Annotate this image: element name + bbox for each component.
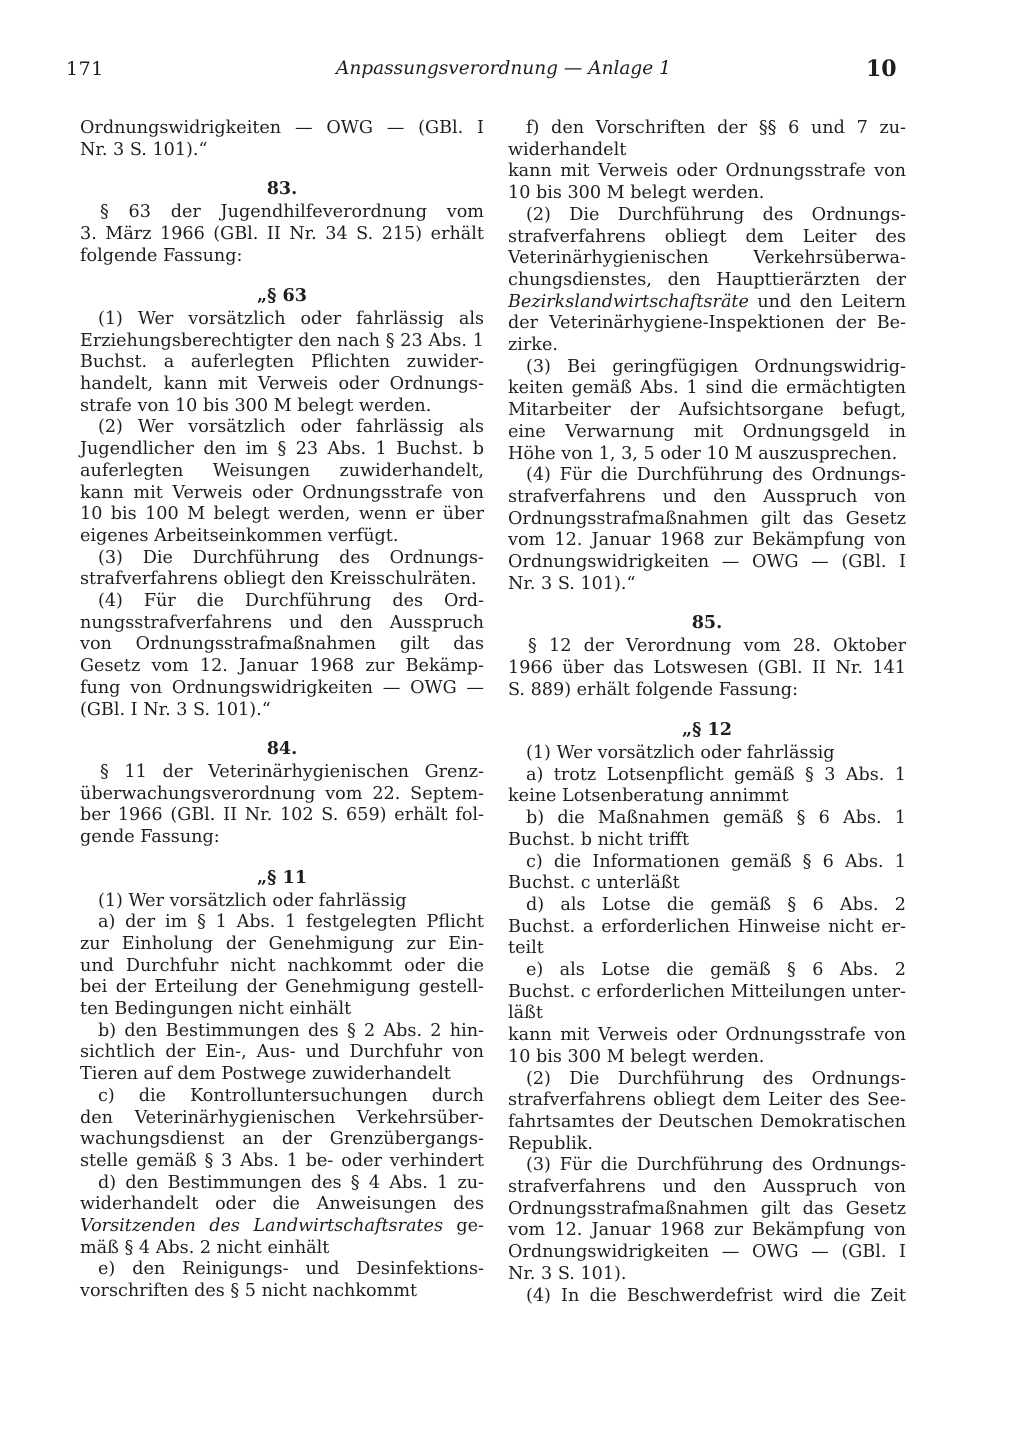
text-line: Veterinärhygienischen Verkehrsüberwa- bbox=[508, 248, 906, 269]
text-fragment: und den Leitern bbox=[748, 291, 906, 312]
text-line bbox=[508, 292, 906, 314]
section-number-84: 84. bbox=[266, 738, 298, 760]
text-line: chungsdienstes, den Haupttierärzten der bbox=[508, 269, 906, 290]
text-line: folgende Fassung: bbox=[80, 245, 243, 266]
text-line: Republik. bbox=[508, 1133, 594, 1154]
text-line: widerhandelt oder die Anweisungen des bbox=[80, 1194, 484, 1215]
paragraph-title-63: „§ 63 bbox=[257, 285, 307, 307]
text-line: S. 889) erhält folgende Fassung: bbox=[508, 679, 798, 700]
text-line: (4) In die Beschwerdefrist wird die Zeit bbox=[526, 1285, 906, 1306]
text-line: auferlegten Weisungen zuwiderhandelt, bbox=[80, 460, 484, 481]
text-line: zirke. bbox=[508, 335, 558, 356]
text-line: a) trotz Lotsenpflicht gemäß § 3 Abs. 1 bbox=[526, 764, 906, 785]
text-line: ber 1966 (GBl. II Nr. 102 S. 659) erhält fol- bbox=[80, 805, 484, 826]
text-line: Buchst. a auferlegten Pflichten zuwider- bbox=[80, 352, 484, 373]
text-line: der Veterinärhygiene-Inspektionen der Be- bbox=[508, 313, 906, 334]
text-line: (2) Wer vorsätzlich oder fahrlässig als bbox=[98, 417, 484, 438]
text-line: Ordnungswidrigkeiten — OWG — (GBl. I bbox=[80, 118, 484, 138]
text-line: mäß § 4 Abs. 2 nicht einhält bbox=[80, 1237, 330, 1258]
text-line: Buchst. a erforderlichen Hinweise nicht er- bbox=[508, 916, 906, 937]
text-line: d) den Bestimmungen des § 4 Abs. 1 zu- bbox=[98, 1172, 484, 1193]
text-fragment: ge- bbox=[442, 1216, 484, 1237]
text-line: Buchst. c erforderlichen Mitteilungen unter- bbox=[508, 981, 906, 1002]
text-line: (2) Die Durchführung des Ordnungs- bbox=[526, 1068, 906, 1089]
text-line: von Ordnungsstrafmaßnahmen gilt das bbox=[80, 634, 484, 655]
folio-number: 10 bbox=[866, 56, 897, 82]
text-line: sichtlich der Ein-, Aus- und Durchfuhr von bbox=[80, 1042, 484, 1063]
text-line: fahrtsamtes der Deutschen Demokratischen bbox=[508, 1111, 906, 1132]
text-line: f) den Vorschriften der §§ 6 und 7 zu- bbox=[526, 118, 906, 138]
text-line bbox=[80, 1216, 484, 1238]
text-line: (1) Wer vorsätzlich oder fahrlässig als bbox=[98, 308, 484, 329]
text-line: keiten gemäß Abs. 1 sind die ermächtigten bbox=[508, 378, 906, 399]
right-column bbox=[508, 118, 906, 1307]
text-line: ten Bedingungen nicht einhält bbox=[80, 999, 352, 1020]
text-line: teilt bbox=[508, 938, 544, 959]
text-line: § 63 der Jugendhilfeverordnung vom bbox=[100, 202, 484, 223]
text-line: vom 12. Januar 1968 zur Bekämpfung von bbox=[508, 1220, 906, 1241]
text-line: c) die Informationen gemäß § 6 Abs. 1 bbox=[526, 851, 906, 872]
text-line: kann mit Verweis oder Ordnungsstrafe von bbox=[508, 161, 906, 182]
text-line: Ordnungswidrigkeiten — OWG — (GBl. I bbox=[508, 552, 906, 573]
text-line: (1) Wer vorsätzlich oder fahrlässig bbox=[98, 890, 407, 911]
text-line: handelt, kann mit Verweis oder Ordnungs- bbox=[80, 374, 484, 395]
text-line: § 12 der Verordnung vom 28. Oktober bbox=[528, 636, 906, 657]
text-line: keine Lotsenberatung annimmt bbox=[508, 786, 789, 807]
text-line: Buchst. b nicht trifft bbox=[508, 829, 690, 850]
text-line: widerhandelt bbox=[508, 139, 627, 160]
text-line: und Durchfuhr nicht nachkommt oder die bbox=[80, 955, 484, 976]
text-line: e) den Reinigungs- und Desinfektions- bbox=[98, 1259, 484, 1280]
text-line: nungsstrafverfahrens und den Ausspruch bbox=[80, 612, 484, 633]
text-line: eigenes Arbeitseinkommen verfügt. bbox=[80, 525, 399, 546]
italic-text: Vorsitzenden des Landwirtschaftsrates bbox=[80, 1216, 443, 1237]
text-line: Ordnungswidrigkeiten — OWG — (GBl. I bbox=[508, 1242, 906, 1263]
section-number-85: 85. bbox=[691, 612, 723, 634]
paragraph-title-12: „§ 12 bbox=[682, 719, 732, 741]
text-line: (4) Für die Durchführung des Ordnungs- bbox=[526, 465, 906, 486]
text-line: 10 bis 300 M belegt werden. bbox=[508, 183, 765, 204]
text-line: § 11 der Veterinärhygienischen Grenz- bbox=[100, 761, 484, 782]
text-line: (3) Bei geringfügigen Ordnungswidrig- bbox=[526, 356, 906, 377]
text-line: strafverfahrens obliegt dem Leiter des See- bbox=[508, 1090, 906, 1111]
text-line: (3) Die Durchführung des Ordnungs- bbox=[98, 547, 484, 568]
text-line: 10 bis 300 M belegt werden. bbox=[508, 1046, 765, 1067]
text-line: strafverfahrens obliegt dem Leiter des bbox=[508, 226, 906, 247]
text-line: eine Verwarnung mit Ordnungsgeld in bbox=[508, 421, 906, 442]
text-line: Erziehungsberechtigter den nach § 23 Abs. 1 bbox=[80, 330, 484, 351]
text-line: Gesetz vom 12. Januar 1968 zur Bekämp- bbox=[80, 656, 484, 677]
text-line: überwachungsverordnung vom 22. Septem- bbox=[80, 783, 484, 804]
text-line: b) die Maßnahmen gemäß § 6 Abs. 1 bbox=[526, 808, 906, 829]
text-line: läßt bbox=[508, 1003, 543, 1024]
text-line: stelle gemäß § 3 Abs. 1 be- oder verhindert bbox=[80, 1150, 484, 1171]
text-line: b) den Bestimmungen des § 2 Abs. 2 hin- bbox=[98, 1020, 484, 1041]
text-line: Nr. 3 S. 101).“ bbox=[508, 573, 636, 594]
text-line: Nr. 3 S. 101). bbox=[508, 1263, 627, 1284]
text-line: Mitarbeiter der Aufsichtsorgane befugt, bbox=[508, 400, 906, 421]
section-number-83: 83. bbox=[266, 178, 298, 200]
text-line: strafverfahrens und den Ausspruch von bbox=[508, 486, 906, 507]
text-line: fung von Ordnungswidrigkeiten — OWG — bbox=[80, 677, 484, 698]
text-line: (3) Für die Durchführung des Ordnungs- bbox=[526, 1155, 906, 1176]
text-line: Tieren auf dem Postwege zuwiderhandelt bbox=[80, 1064, 451, 1085]
text-line: e) als Lotse die gemäß § 6 Abs. 2 bbox=[526, 960, 906, 981]
text-line: strafverfahrens obliegt den Kreisschulräten. bbox=[80, 569, 477, 590]
text-line: Buchst. c unterläßt bbox=[508, 873, 680, 894]
text-line: strafe von 10 bis 300 M belegt werden. bbox=[80, 395, 432, 416]
text-line: Ordnungsstrafmaßnahmen gilt das Gesetz bbox=[508, 1198, 906, 1219]
text-line: strafverfahrens und den Ausspruch von bbox=[508, 1177, 906, 1198]
text-line: d) als Lotse die gemäß § 6 Abs. 2 bbox=[526, 894, 906, 915]
text-line: Ordnungsstrafmaßnahmen gilt das Gesetz bbox=[508, 508, 906, 529]
text-line: 10 bis 100 M belegt werden, wenn er über bbox=[80, 504, 484, 525]
text-line: 1966 über das Lotswesen (GBl. II Nr. 141 bbox=[508, 657, 906, 678]
text-line: (GBl. I Nr. 3 S. 101).“ bbox=[80, 699, 271, 720]
text-line: Nr. 3 S. 101).“ bbox=[80, 139, 208, 160]
text-line: zur Einholung der Genehmigung zur Ein- bbox=[80, 933, 484, 954]
text-line: kann mit Verweis oder Ordnungsstrafe von bbox=[80, 482, 484, 503]
left-column bbox=[80, 118, 484, 1303]
text-line: (1) Wer vorsätzlich oder fahrlässig bbox=[526, 742, 835, 763]
text-line: Höhe von 1, 3, 5 oder 10 M auszusprechen. bbox=[508, 443, 898, 464]
text-line: a) der im § 1 Abs. 1 festgelegten Pflicht bbox=[98, 912, 484, 933]
text-line: bei der Erteilung der Genehmigung gestell- bbox=[80, 977, 484, 998]
text-line: kann mit Verweis oder Ordnungsstrafe von bbox=[508, 1025, 906, 1046]
text-line: gende Fassung: bbox=[80, 827, 220, 848]
text-line: vorschriften des § 5 nicht nachkommt bbox=[80, 1281, 418, 1302]
text-line: den Veterinärhygienischen Verkehrsüber- bbox=[80, 1107, 484, 1128]
text-line: c) die Kontrolluntersuchungen durch bbox=[98, 1085, 484, 1106]
text-line: wachungsdienst an der Grenzübergangs- bbox=[80, 1129, 484, 1150]
text-line: Jugendlicher den im § 23 Abs. 1 Buchst. b bbox=[80, 439, 484, 460]
running-title: Anpassungsverordnung — Anlage 1 bbox=[336, 58, 671, 79]
page-number: 171 bbox=[66, 58, 104, 80]
text-line: (2) Die Durchführung des Ordnungs- bbox=[526, 204, 906, 225]
text-line: 3. März 1966 (GBl. II Nr. 34 S. 215) erhält bbox=[80, 223, 484, 244]
text-line: (4) Für die Durchführung des Ord- bbox=[98, 591, 484, 612]
text-line: vom 12. Januar 1968 zur Bekämpfung von bbox=[508, 530, 906, 551]
paragraph-title-11: „§ 11 bbox=[257, 866, 307, 888]
italic-text: Bezirkslandwirtschaftsräte bbox=[508, 291, 749, 312]
